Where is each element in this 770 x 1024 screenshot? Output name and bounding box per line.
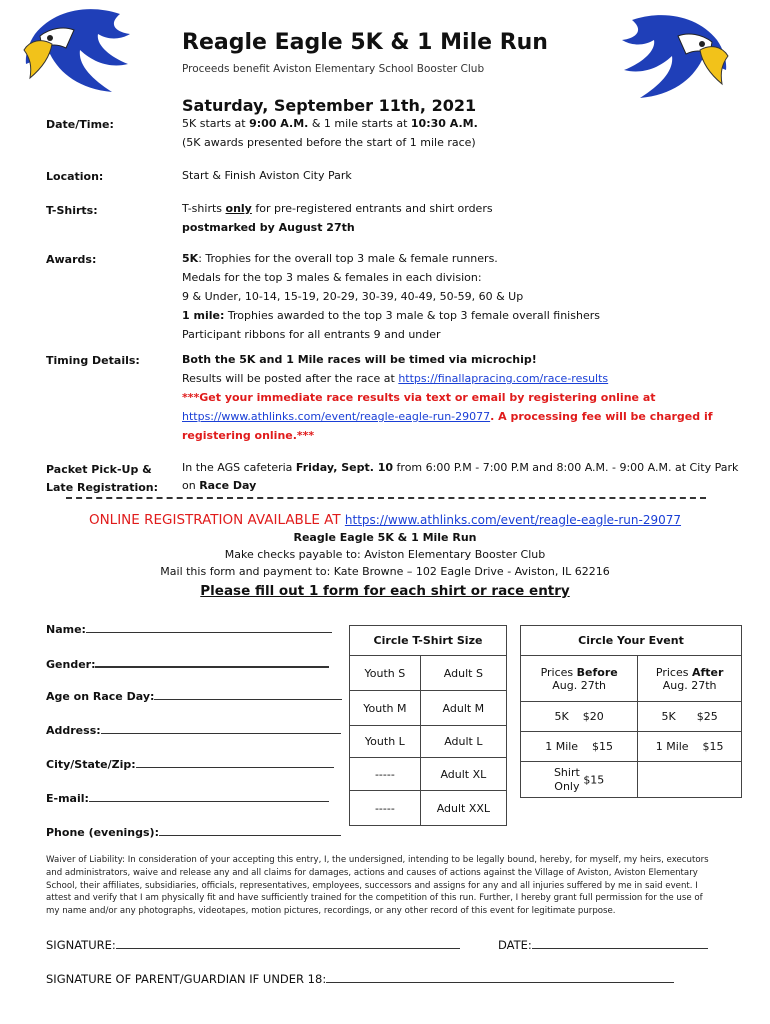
event-date-heading: Saturday, September 11th, 2021 bbox=[182, 96, 477, 115]
event-subtitle: Proceeds benefit Aviston Elementary School Booster Club bbox=[182, 63, 485, 75]
packet-value: In the AGS cafeteria Friday, Sept. 10 from 6:00 P.M - 7:00 P.M and 8:00 A.M. - 9:00 A.M. at City Park on Race Day bbox=[182, 461, 739, 492]
shirt-option: ----- bbox=[350, 791, 421, 826]
signature-field[interactable]: SIGNATURE: bbox=[46, 936, 460, 952]
address-field[interactable]: Address: bbox=[46, 722, 341, 737]
shirt-option[interactable]: Adult M bbox=[420, 691, 506, 726]
event-title: Reagle Eagle 5K & 1 Mile Run bbox=[182, 30, 548, 55]
event-5k-before[interactable]: 5K $20 bbox=[521, 702, 638, 732]
city-state-zip-field[interactable]: City/State/Zip: bbox=[46, 756, 334, 771]
prices-before-header: Prices Before Aug. 27th bbox=[521, 656, 638, 702]
parent-signature-field[interactable]: SIGNATURE OF PARENT/GUARDIAN IF UNDER 18: bbox=[46, 970, 674, 986]
age-field[interactable]: Age on Race Day: bbox=[46, 688, 342, 703]
email-field[interactable]: E-mail: bbox=[46, 790, 329, 805]
shirt-option[interactable]: Adult S bbox=[420, 656, 506, 691]
location-label: Location: bbox=[46, 170, 104, 183]
eagle-logo-right-icon bbox=[622, 10, 732, 100]
shirt-size-table bbox=[349, 625, 507, 826]
shirt-option: ----- bbox=[350, 758, 421, 791]
cut-line-divider bbox=[66, 497, 706, 499]
online-registration-line: ONLINE REGISTRATION AVAILABLE AT https://www.athlinks.com/event/reagle-eagle-run-29077 bbox=[88, 512, 682, 528]
date-field[interactable]: DATE: bbox=[498, 936, 708, 952]
awards-label: Awards: bbox=[46, 253, 97, 266]
registration-link[interactable]: https://www.athlinks.com/event/reagle-eagle-run-29077 bbox=[344, 513, 682, 527]
waiver-text: Waiver of Liability: In consideration of your accepting this entry, I, the undersigned, intending to be legally bound, hereby, for myself, my heirs, executors and administrators, waive and release any and all claims for damages, actions and causes of actions against the Village of Aviston, Aviston Elementary School, their affiliates, subsidiaries, officials, representatives, employees, successors and assigns for any and all injuries suffered by me in said event. I attest and verify that I am physically fit and have sufficiently trained for the competition of this run. Further, I hereby grant full permission for the use of my name and/or any photographs, videotapes, motion pictures, recordings, or any other record of this event for legitimate purpose. bbox=[46, 855, 709, 917]
mail-address: Mail this form and payment to: Kate Browne – 102 Eagle Drive - Aviston, IL 62216 bbox=[160, 565, 610, 578]
event-1mile-before[interactable]: 1 Mile $15 bbox=[521, 732, 638, 762]
tshirts-value: T-shirts only for pre-registered entrants and shirt orders postmarked by August 27th bbox=[182, 202, 493, 234]
event-empty-cell bbox=[638, 762, 742, 798]
event-1mile-after[interactable]: 1 Mile $15 bbox=[638, 732, 742, 762]
event-shirt-only[interactable]: Shirt Only $15 bbox=[521, 762, 638, 798]
datetime-value: 5K starts at 9:00 A.M. & 1 mile starts at 10:30 A.M. (5K awards presented before the start of 1 mile race) bbox=[182, 117, 478, 149]
shirt-option[interactable]: Youth S bbox=[350, 656, 421, 691]
phone-field[interactable]: Phone (evenings): bbox=[46, 824, 341, 839]
shirt-option[interactable]: Youth M bbox=[350, 691, 421, 726]
gender-field[interactable]: Gender: bbox=[46, 655, 329, 671]
event-table bbox=[520, 625, 742, 798]
awards-value: 5K: Trophies for the overall top 3 male & female runners. Medals for the top 3 males & females in each division: 9 & Under, 10-14, 15-19, 20-29, 30-39, 40-49, 50-59, 60 & Up 1 mile: Trophies awarded to the top 3 male & top 3 female overall finishers Participant ribbons for all entrants 9 and under bbox=[182, 252, 600, 341]
datetime-label: Date/Time: bbox=[46, 118, 114, 131]
shirt-option[interactable]: Adult XXL bbox=[420, 791, 506, 826]
name-field[interactable]: Name: bbox=[46, 621, 332, 636]
shirt-option[interactable]: Youth L bbox=[350, 726, 421, 758]
location-value: Start & Finish Aviston City Park bbox=[182, 169, 352, 182]
event-table-header: Circle Your Event bbox=[521, 626, 742, 656]
packet-label: Packet Pick-Up & Late Registration: bbox=[46, 463, 159, 494]
tshirts-label: T-Shirts: bbox=[46, 204, 98, 217]
prices-after-header: Prices After Aug. 27th bbox=[638, 656, 742, 702]
event-5k-after[interactable]: 5K $25 bbox=[638, 702, 742, 732]
form-instruction: Please fill out 1 form for each shirt or race entry bbox=[200, 583, 570, 599]
shirt-option[interactable]: Adult L bbox=[420, 726, 506, 758]
eagle-logo-left-icon bbox=[20, 4, 130, 94]
timing-label: Timing Details: bbox=[46, 354, 140, 367]
results-link[interactable]: https://finallapracing.com/race-results bbox=[398, 372, 609, 385]
checks-payable: Make checks payable to: Aviston Elementary Booster Club bbox=[224, 548, 546, 561]
shirt-table-header: Circle T-Shirt Size bbox=[350, 626, 507, 656]
registration-event-name: Reagle Eagle 5K & 1 Mile Run bbox=[293, 531, 477, 544]
shirt-option[interactable]: Adult XL bbox=[420, 758, 506, 791]
athlinks-link[interactable]: https://www.athlinks.com/event/reagle-eagle-run-29077 bbox=[182, 410, 491, 423]
timing-value: Both the 5K and 1 Mile races will be timed via microchip! Results will be posted after the race at https://finallapracing.com/race-results ***Get your immediate race results via text or email by registering online at https://www.athlinks.com/event/reagle-eagle-run-29077. A processing fee will be charged if registering online.*** bbox=[182, 353, 713, 442]
